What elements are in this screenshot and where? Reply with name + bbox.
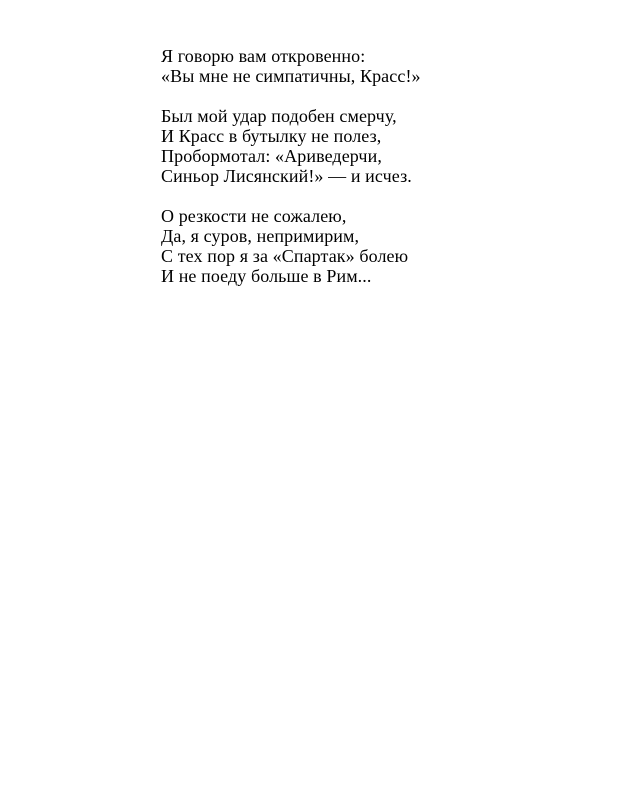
poem-line: Да, я суров, непримирим, — [161, 226, 360, 246]
poem-line: «Вы мне не симпатичны, Красс!» — [161, 66, 421, 86]
poem-line: И Красс в бутылку не полез, — [161, 126, 382, 146]
stanza-3 — [161, 206, 561, 286]
poem-line: Был мой удар подобен смерчу, — [161, 106, 397, 126]
poem-line: Синьор Лисянский!» — и исчез. — [161, 166, 412, 186]
poem-line: О резкости не сожалею, — [161, 206, 347, 226]
poem-line: И не поеду больше в Рим... — [161, 266, 372, 286]
stanza-1 — [161, 46, 561, 86]
stanza-2 — [161, 106, 561, 186]
poem-line: С тех пор я за «Спартак» болею — [161, 246, 409, 266]
poem-text — [161, 46, 561, 306]
poem-line: Пробормотал: «Ариведерчи, — [161, 146, 382, 166]
poem-line: Я говорю вам откровенно: — [161, 46, 366, 66]
